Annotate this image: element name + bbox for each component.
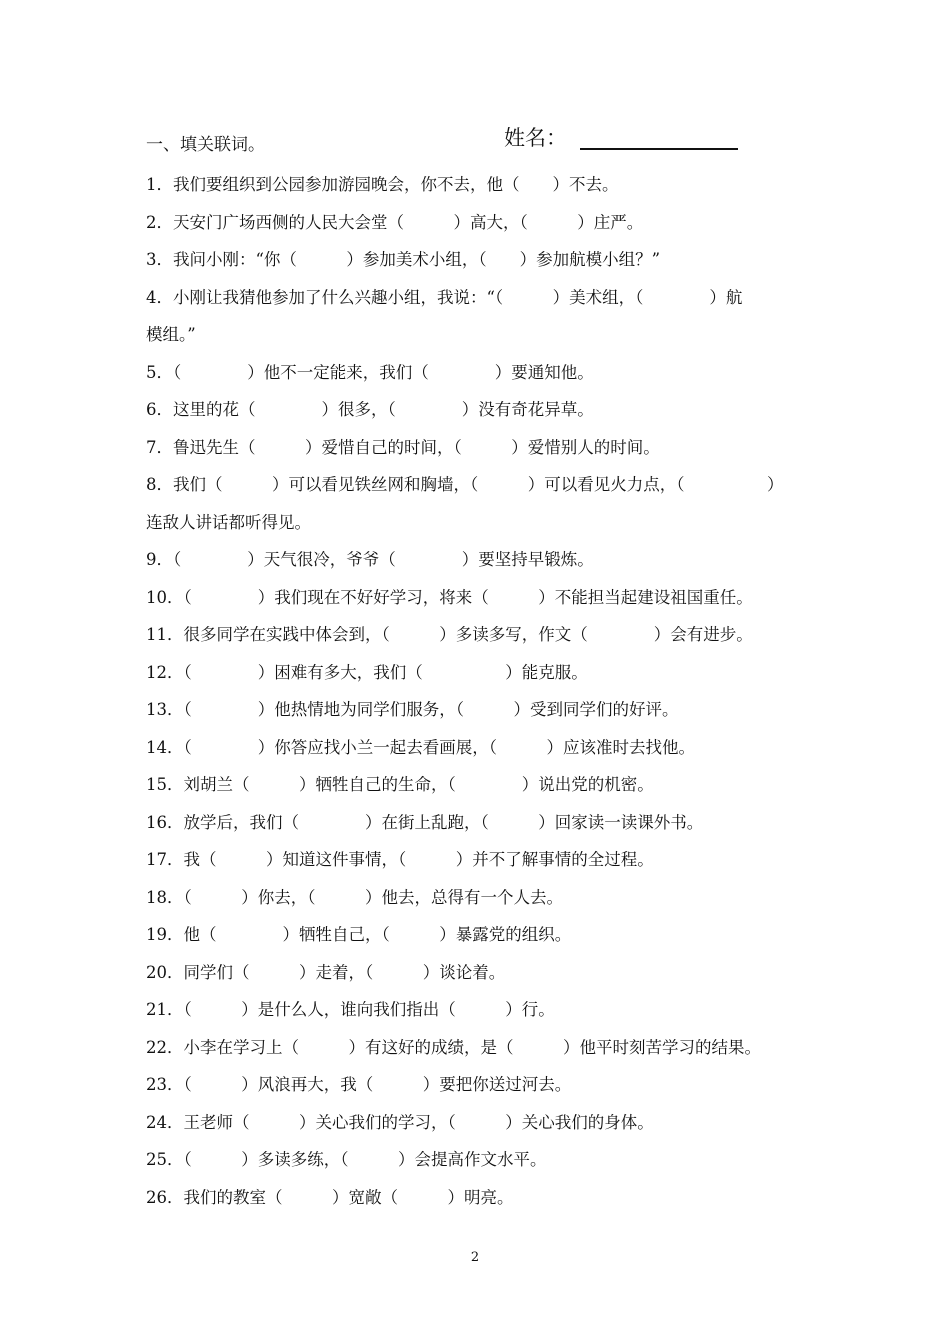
question-line: 11．很多同学在实践中体会到，（ ）多读多写，作文（ ）会有进步。: [146, 625, 753, 644]
question-line: 7．鲁迅先生（ ）爱惜自己的时间，（ ）爱惜别人的时间。: [146, 437, 660, 457]
question-line: 18．（ ）你去，（ ）他去，总得有一个人去。: [146, 887, 563, 907]
question-line: 16．放学后，我们（ ）在街上乱跑，（ ）回家读一读课外书。: [146, 812, 704, 832]
question-line: 4．小刚让我猜他参加了什么兴趣小组，我说：“（ ）美术组，（ ）航: [146, 287, 743, 307]
question-line: 模组。”: [146, 325, 196, 344]
question-line: 连敌人讲话都听得见。: [146, 512, 311, 532]
question-line: 1．我们要组织到公园参加游园晚会，你不去，他（ ）不去。: [146, 175, 619, 194]
question-line: 13．（ ）他热情地为同学们服务，（ ）受到同学们的好评。: [146, 700, 679, 719]
question-list: [146, 166, 812, 1216]
question-line: 14．（ ）你答应找小兰一起去看画展，（ ）应该准时去找他。: [146, 737, 695, 757]
question-line: 21．（ ）是什么人，谁向我们指出（ ）行。: [146, 1000, 555, 1019]
question-line: 26．我们的教室（ ）宽敞（ ）明亮。: [146, 1187, 514, 1207]
question-line: 6．这里的花（ ）很多，（ ）没有奇花异草。: [146, 400, 594, 419]
question-line: 22．小李在学习上（ ）有这好的成绩，是（ ）他平时刻苦学习的结果。: [146, 1037, 761, 1057]
question-line: 23．（ ）风浪再大，我（ ）要把你送过河去。: [146, 1075, 572, 1094]
question-line: 12．（ ）困难有多大，我们（ ）能克服。: [146, 662, 588, 682]
question-line: 10．（ ）我们现在不好好学习，将来（ ）不能担当起建设祖国重任。: [146, 587, 753, 607]
worksheet-header: [146, 120, 786, 156]
page-number: 2: [470, 1250, 480, 1265]
question-line: 9．（ ）天气很冷，爷爷（ ）要坚持早锻炼。: [146, 550, 594, 569]
question-line: 15．刘胡兰（ ）牺牲自己的生命，（ ）说出党的机密。: [146, 775, 654, 794]
section-title: 一、填关联词。: [146, 135, 265, 155]
question-line: 3．我问小刚：“你（ ）参加美术小组，（ ）参加航模小组？”: [146, 250, 661, 269]
question-line: 5．（ ）他不一定能来，我们（ ）要通知他。: [146, 362, 594, 382]
name-label: 姓名：: [504, 126, 567, 150]
question-line: 25．（ ）多读多练，（ ）会提高作文水平。: [146, 1150, 547, 1169]
question-line: 2．天安门广场西侧的人民大会堂（ ）高大，（ ）庄严。: [146, 212, 644, 232]
question-line: 17．我（ ）知道这件事情，（ ）并不了解事情的全过程。: [146, 850, 654, 869]
question-line: 24．王老师（ ）关心我们的学习，（ ）关心我们的身体。: [146, 1112, 654, 1132]
name-blank-line[interactable]: [580, 148, 738, 150]
question-line: 19．他（ ）牺牲自己，（ ）暴露党的组织。: [146, 925, 572, 944]
question-line: 8．我们（ ）可以看见铁丝网和胸墙，（ ）可以看见火力点，（ ）: [146, 475, 784, 494]
question-line: 20．同学们（ ）走着，（ ）谈论着。: [146, 962, 506, 982]
